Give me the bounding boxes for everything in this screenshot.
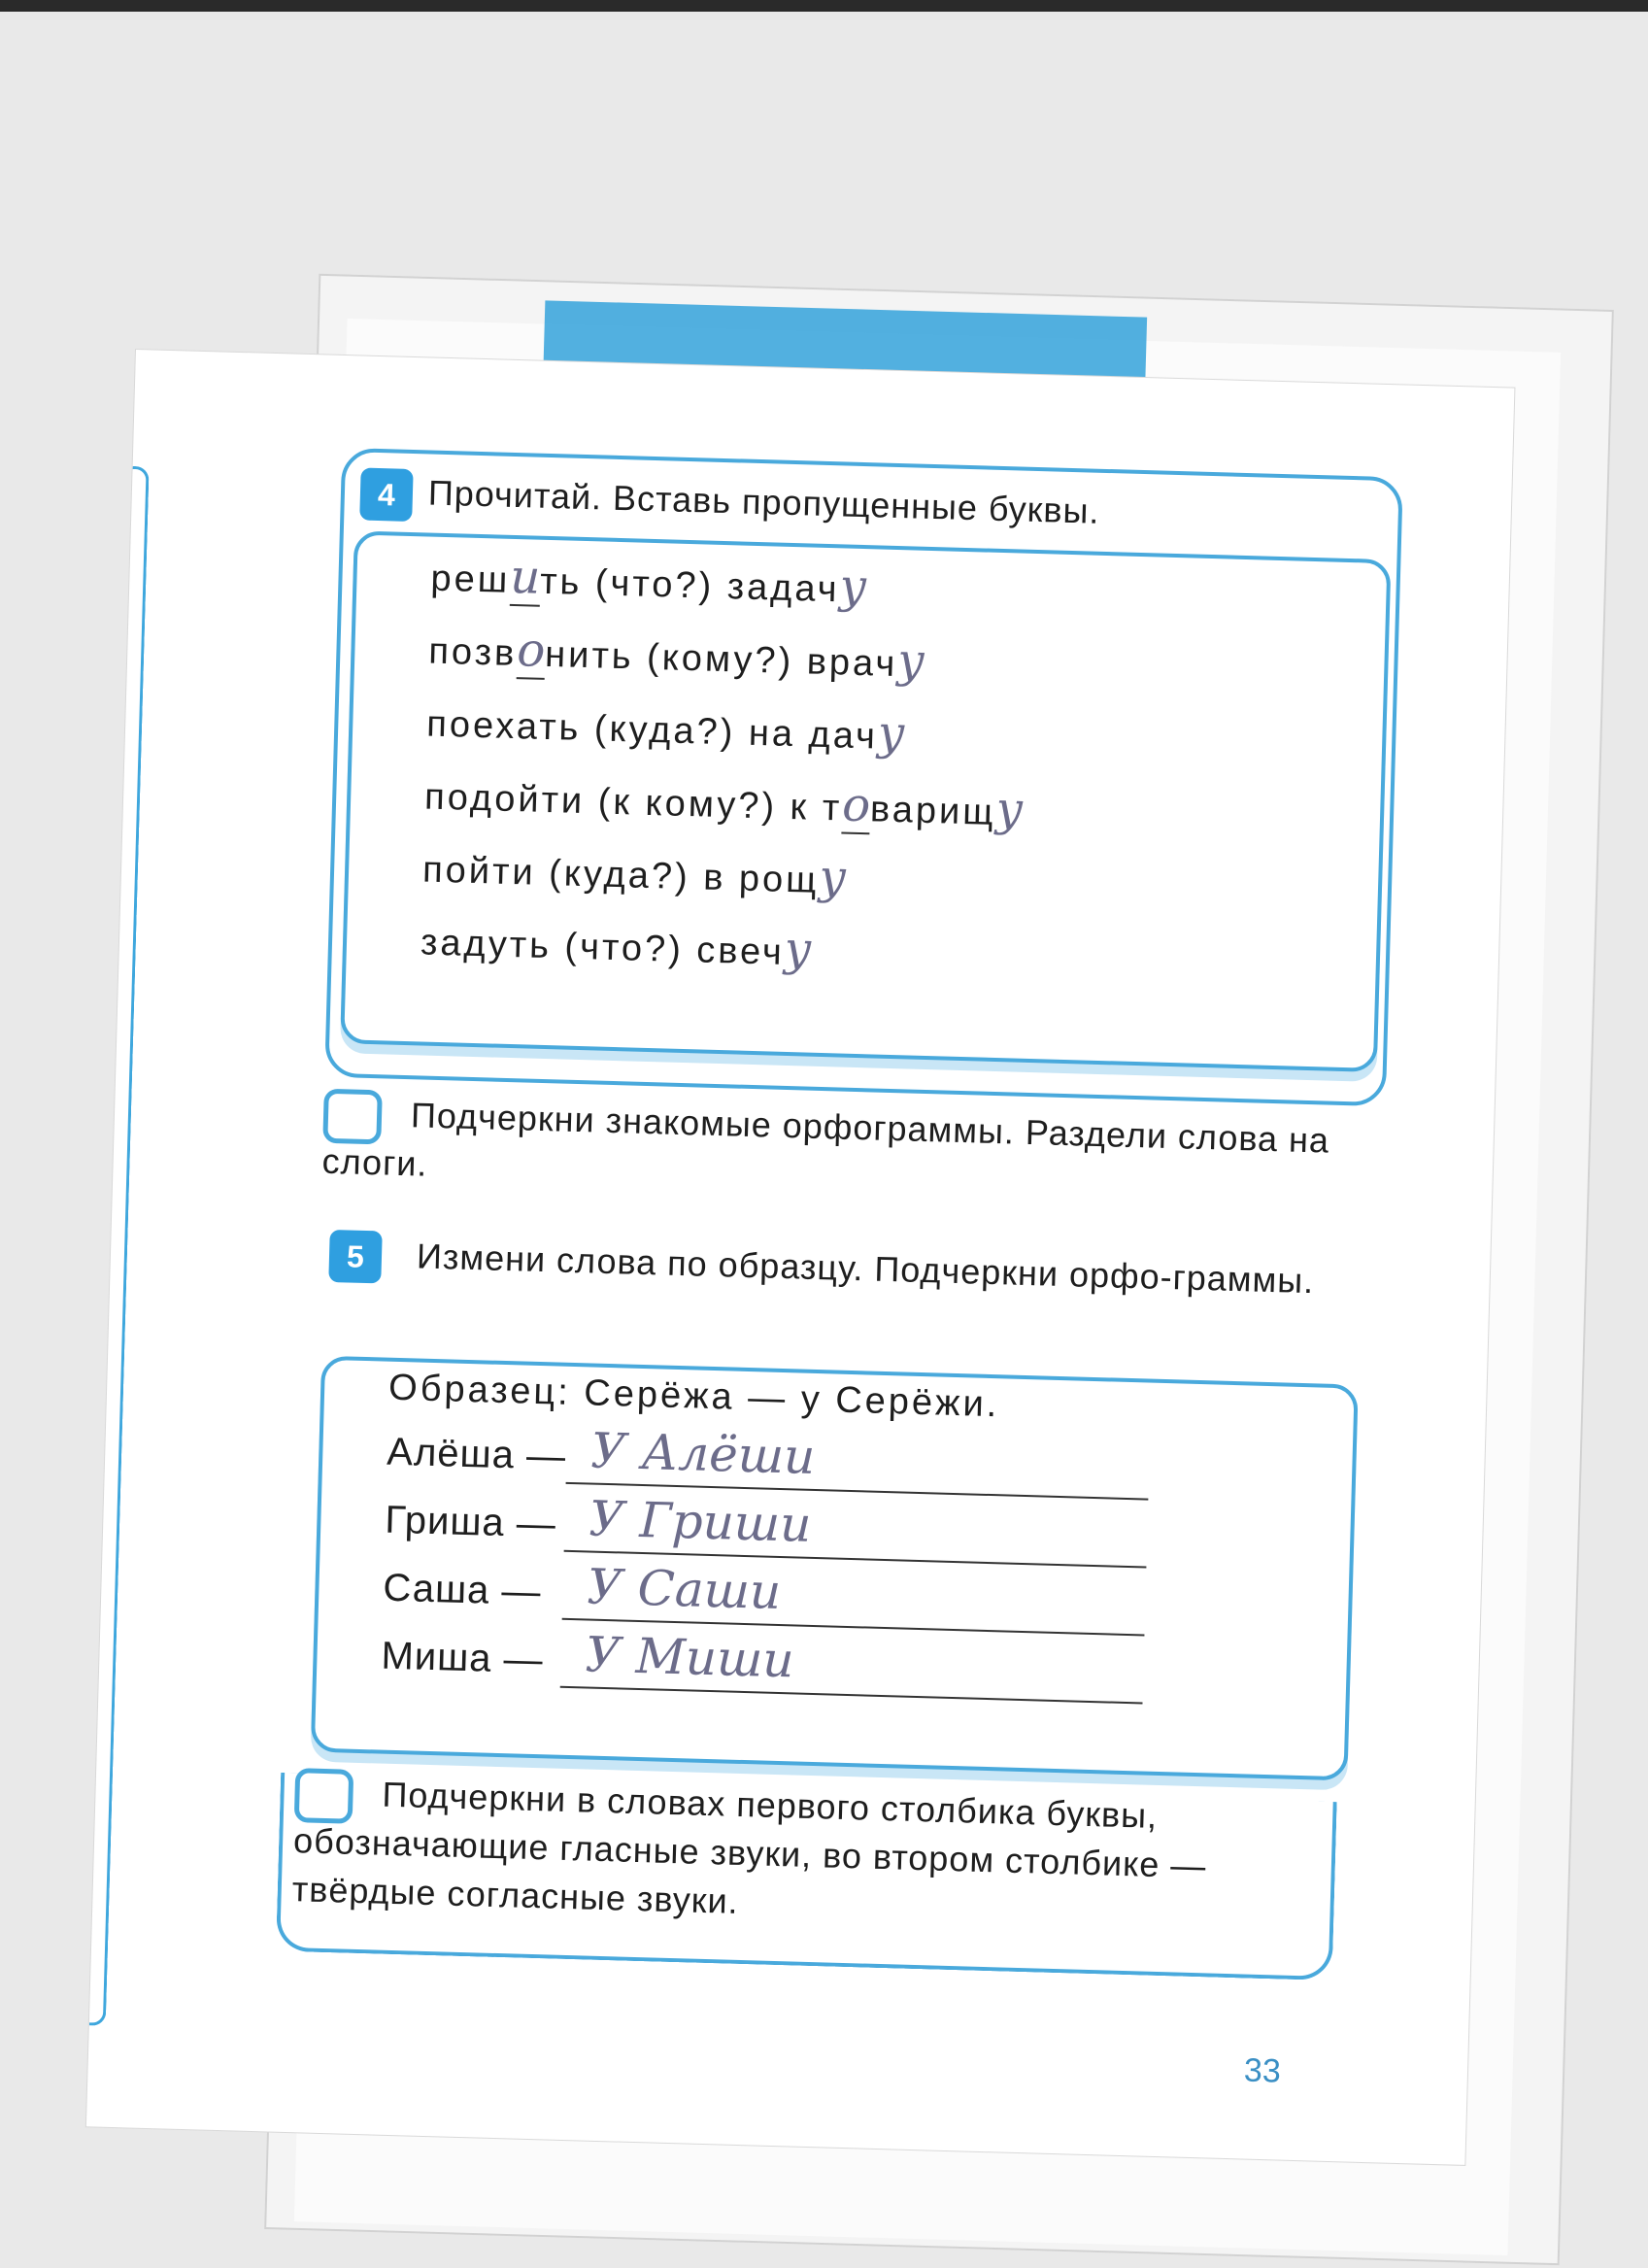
exercise-5-instruction: Измени слова по образцу. Подчеркни орфо-граммы.	[416, 1236, 1315, 1302]
inserted-letter: и	[509, 549, 542, 605]
handwritten-answer: У Миши	[584, 1626, 795, 1689]
page-number: 33	[1243, 2051, 1282, 2090]
word-line-1: решить (что?) задачу	[429, 549, 868, 615]
word-line-2: позвонить (кому?) врачу	[427, 623, 925, 689]
answer-row	[386, 1422, 817, 1485]
exercise-4-instruction: Прочитай. Вставь пропущенные буквы.	[427, 472, 1101, 531]
exercise-5-number: 5	[328, 1230, 382, 1283]
handwritten-ending: у	[818, 849, 848, 905]
inserted-letter: о	[516, 623, 547, 678]
handwritten-answer: У Гриши	[588, 1490, 813, 1553]
inserted-letter: о	[841, 777, 871, 833]
exercise-4-task: Подчеркни знакомые орфограммы. Раздели слова на слоги.	[321, 1095, 1330, 1184]
handwritten-ending: у	[784, 921, 813, 977]
word-line-3: поехать (куда?) на дачу	[425, 703, 906, 762]
word-line-4: подойти (к кому?) к товарищу	[423, 776, 1025, 837]
handwritten-answer: У Саши	[586, 1558, 783, 1621]
sample-label: Образец: Серёжа — у Серёжи.	[387, 1367, 1000, 1426]
answer-row	[382, 1558, 783, 1621]
answer-row	[384, 1490, 813, 1553]
exercise-5-task: Подчеркни в словах первого столбика буквы, обозначающие гласные звуки, во втором столбике — твёрдые согласные звуки.	[291, 1774, 1207, 1921]
word-line-6: задуть (что?) свечу	[420, 921, 813, 977]
given-word: Саша —	[382, 1566, 543, 1614]
handwritten-ending: у	[838, 559, 868, 615]
scan-edge	[0, 0, 1648, 12]
answer-row	[380, 1626, 795, 1689]
handwritten-ending: у	[896, 633, 925, 689]
exercise-4-number: 4	[359, 468, 413, 522]
word-line-5: пойти (куда?) в рощу	[421, 849, 848, 905]
given-word: Миша —	[380, 1634, 545, 1682]
workbook-page	[86, 350, 1515, 2165]
previous-page-edge	[89, 466, 150, 2026]
handwritten-answer: У Алёши	[589, 1422, 817, 1485]
given-word: Гриша —	[384, 1498, 557, 1546]
handwritten-ending: у	[994, 781, 1025, 837]
given-word: Алёша —	[386, 1430, 567, 1478]
handwritten-ending: у	[877, 705, 906, 762]
